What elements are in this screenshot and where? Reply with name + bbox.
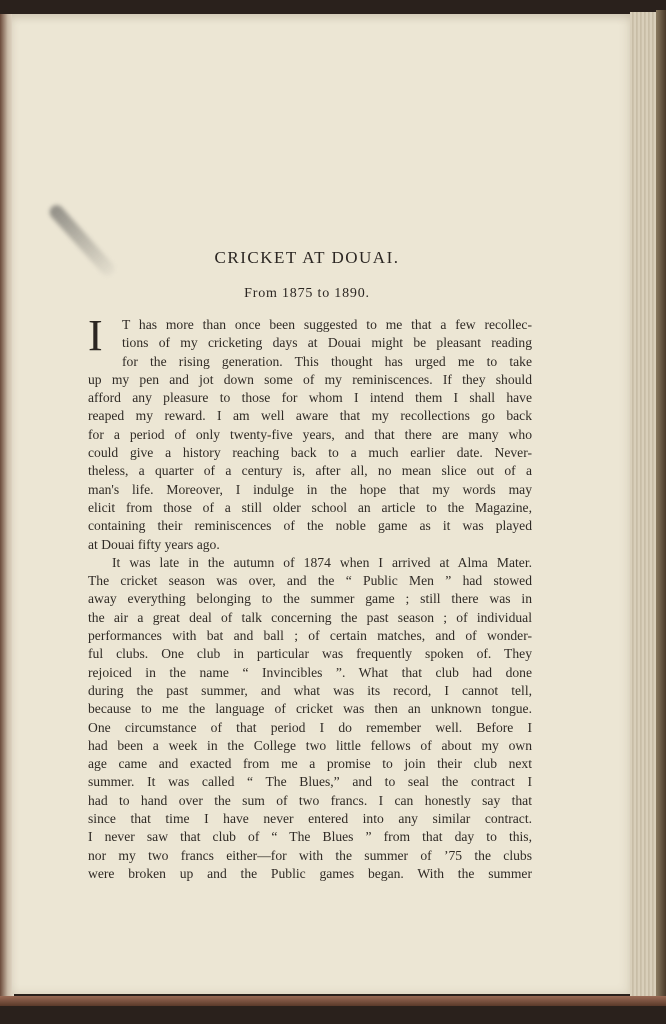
- text-line: I never saw that club of “ The Blues ” from that day to this,: [88, 829, 532, 845]
- text-line: theless, a quarter of a century is, after all, no mean slice out of a: [88, 463, 532, 479]
- text-line: away everything belonging to the summer game ; still there was in: [88, 591, 532, 607]
- text-line: age came and exacted from me a promise to join their club next: [88, 756, 532, 772]
- text-line: elicit from those of a still older school an article to the Magazine,: [88, 499, 532, 515]
- text-line: ful clubs. One club in particular was frequently spoken of. They: [88, 646, 532, 662]
- text-line: performances with bat and ball ; of certain matches, and of wonder-: [88, 628, 532, 644]
- text-line: It was late in the autumn of 1874 when I arrived at Alma Mater.: [112, 554, 532, 570]
- text-line: the air a great deal of talk concerning the past season ; of individual: [88, 609, 532, 625]
- text-line: The cricket season was over, and the “ Public Men ” had stowed: [88, 573, 532, 589]
- text-line: tions of my cricketing days at Douai might be pleasant reading: [122, 335, 532, 351]
- article-title: CRICKET AT DOUAI.: [214, 248, 400, 267]
- text-line: containing their reminiscences of the noble game as it was played: [88, 518, 532, 534]
- book-cover-edge: [656, 10, 666, 1004]
- text-line: were broken up and the Public games began. With the summer: [88, 865, 532, 881]
- text-line: because to me the language of cricket was then an unknown tongue.: [88, 701, 532, 717]
- text-line: man's life. Moreover, I indulge in the hope that my words may: [88, 481, 532, 497]
- text-line: T has more than once been suggested to me that a few recollec-: [122, 317, 532, 332]
- text-line: for the rising generation. This thought has urged me to take: [122, 353, 532, 369]
- text-line: since that time I have never entered into any similar contract.: [88, 811, 532, 827]
- text-line: for a period of only twenty-five years, and that there are many who: [88, 426, 532, 442]
- text-line: could give a history reaching back to a much earlier date. Never-: [88, 445, 532, 461]
- text-line: reaped my reward. I am well aware that my recollections go back: [88, 408, 532, 424]
- text-line: rejoiced in the name “ Invincibles ”. What that club had done: [88, 664, 532, 680]
- text-line: One circumstance of that period I do remember well. Before I: [88, 719, 532, 735]
- text-line: nor my two francs either—for with the summer of ’75 the clubs: [88, 847, 532, 863]
- article-body: [88, 311, 532, 883]
- drop-cap: I: [88, 311, 103, 360]
- article-subtitle: From 1875 to 1890.: [244, 286, 370, 301]
- text-line: summer. It was called “ The Blues,” and to seal the contract I: [88, 774, 532, 790]
- text-line: up my pen and jot down some of my reminiscences. If they should: [88, 371, 532, 387]
- text-line: during the past summer, and what was its record, I cannot tell,: [88, 682, 532, 698]
- text-line: had to hand over the sum of two francs. I can honestly say that: [88, 792, 532, 808]
- text-line: at Douai fifty years ago.: [88, 536, 220, 552]
- text-line: had been a week in the College two little fellows of about my own: [88, 737, 532, 753]
- text-line: afford any pleasure to those for whom I intend them I shall have: [88, 390, 532, 406]
- bottom-cover-edge: [0, 996, 666, 1006]
